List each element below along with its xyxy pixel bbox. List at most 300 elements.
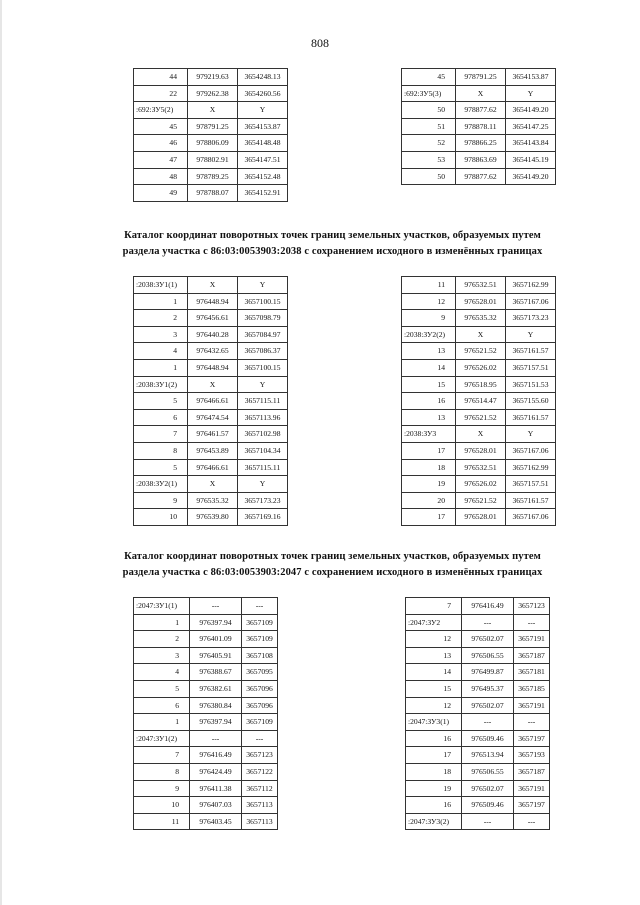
table-row bbox=[402, 277, 556, 294]
y-coordinate-cell: 3657096 bbox=[242, 697, 278, 714]
y-coordinate-cell: 3657123 bbox=[514, 598, 550, 615]
x-coordinate-cell: 976407.03 bbox=[190, 797, 242, 814]
point-number-cell: 17 bbox=[402, 509, 456, 526]
point-number-cell: 7 bbox=[134, 426, 188, 443]
point-number-cell: 11 bbox=[402, 277, 456, 294]
table-row bbox=[134, 326, 288, 343]
x-coordinate-cell: 976397.94 bbox=[190, 714, 242, 731]
y-coordinate-cell: 3657191 bbox=[514, 697, 550, 714]
y-coordinate-cell: 3654152.48 bbox=[238, 168, 288, 185]
table-row bbox=[134, 697, 278, 714]
y-coordinate-cell: 3657113 bbox=[242, 813, 278, 830]
x-coordinate-cell: X bbox=[456, 426, 506, 443]
point-number-cell: 1 bbox=[134, 359, 188, 376]
table-row bbox=[402, 168, 556, 185]
table-row bbox=[134, 797, 278, 814]
point-number-cell: 53 bbox=[402, 151, 456, 168]
table-row bbox=[134, 476, 288, 493]
point-number-cell: 1 bbox=[134, 614, 190, 631]
y-coordinate-cell: 3654143.84 bbox=[506, 135, 556, 152]
parcel-label-cell: :2038:ЗУ2(2) bbox=[402, 326, 456, 343]
point-number-cell: 4 bbox=[134, 343, 188, 360]
table-row bbox=[134, 310, 288, 327]
x-coordinate-cell: 976416.49 bbox=[190, 747, 242, 764]
y-coordinate-cell: Y bbox=[506, 426, 556, 443]
heading-line: раздела участка с 86:03:0053903:2047 с сохранением исходного в изменённых границах bbox=[122, 567, 543, 578]
table-row bbox=[406, 813, 550, 830]
y-coordinate-cell: 3657161.57 bbox=[506, 409, 556, 426]
parcel-label-cell: :2038:ЗУ1(1) bbox=[134, 277, 188, 294]
x-coordinate-cell: 976502.07 bbox=[462, 780, 514, 797]
x-coordinate-cell: 978877.62 bbox=[456, 168, 506, 185]
x-coordinate-cell: 976535.32 bbox=[188, 492, 238, 509]
y-coordinate-cell: 3657109 bbox=[242, 631, 278, 648]
parcel-label-cell: :2047:ЗУ1(1) bbox=[134, 598, 190, 615]
y-coordinate-cell: 3654248.13 bbox=[238, 69, 288, 86]
point-number-cell: 20 bbox=[402, 492, 456, 509]
parcel-label-cell: :2047:ЗУ3(1) bbox=[406, 714, 462, 731]
x-coordinate-cell: 976380.84 bbox=[190, 697, 242, 714]
table-row bbox=[134, 442, 288, 459]
point-number-cell: 45 bbox=[134, 118, 188, 135]
point-number-cell: 11 bbox=[134, 813, 190, 830]
y-coordinate-cell: 3657122 bbox=[242, 763, 278, 780]
parcel-label-cell: :2038:ЗУ2(1) bbox=[134, 476, 188, 493]
y-coordinate-cell: 3654260.56 bbox=[238, 85, 288, 102]
point-number-cell: 15 bbox=[402, 376, 456, 393]
table-row bbox=[402, 409, 556, 426]
y-coordinate-cell: 3657162.99 bbox=[506, 459, 556, 476]
x-coordinate-cell: X bbox=[188, 277, 238, 294]
x-coordinate-cell: 976416.49 bbox=[462, 598, 514, 615]
section-heading-2038 bbox=[60, 228, 605, 260]
y-coordinate-cell: 3657167.06 bbox=[506, 509, 556, 526]
table-row bbox=[134, 730, 278, 747]
y-coordinate-cell: 3657185 bbox=[514, 680, 550, 697]
point-number-cell: 47 bbox=[134, 151, 188, 168]
x-coordinate-cell: 978878.11 bbox=[456, 118, 506, 135]
x-coordinate-cell: 976532.51 bbox=[456, 277, 506, 294]
x-coordinate-cell: 978791.25 bbox=[456, 69, 506, 86]
coords-table-top-left bbox=[133, 68, 288, 202]
x-coordinate-cell: X bbox=[456, 85, 506, 102]
table-row bbox=[134, 118, 288, 135]
x-coordinate-cell: 976466.61 bbox=[188, 459, 238, 476]
point-number-cell: 14 bbox=[406, 664, 462, 681]
y-coordinate-cell: 3654153.87 bbox=[506, 69, 556, 86]
point-number-cell: 10 bbox=[134, 797, 190, 814]
y-coordinate-cell: 3657115.11 bbox=[238, 393, 288, 410]
y-coordinate-cell: 3657162.99 bbox=[506, 277, 556, 294]
point-number-cell: 9 bbox=[134, 780, 190, 797]
x-coordinate-cell: 976440.28 bbox=[188, 326, 238, 343]
y-coordinate-cell: 3657096 bbox=[242, 680, 278, 697]
y-coordinate-cell: 3654149.20 bbox=[506, 102, 556, 119]
x-coordinate-cell: 976456.61 bbox=[188, 310, 238, 327]
table-row bbox=[134, 509, 288, 526]
x-coordinate-cell: 976448.94 bbox=[188, 293, 238, 310]
x-coordinate-cell: 976539.80 bbox=[188, 509, 238, 526]
y-coordinate-cell: 3657167.06 bbox=[506, 293, 556, 310]
x-coordinate-cell: 976518.95 bbox=[456, 376, 506, 393]
y-coordinate-cell: Y bbox=[238, 476, 288, 493]
point-number-cell: 13 bbox=[406, 647, 462, 664]
point-number-cell: 3 bbox=[134, 326, 188, 343]
y-coordinate-cell: --- bbox=[514, 714, 550, 731]
table-row bbox=[402, 359, 556, 376]
y-coordinate-cell: 3657157.51 bbox=[506, 476, 556, 493]
parcel-label-cell: :2038:ЗУ1(2) bbox=[134, 376, 188, 393]
table-row bbox=[402, 393, 556, 410]
x-coordinate-cell: 978789.25 bbox=[188, 168, 238, 185]
x-coordinate-cell: 976499.87 bbox=[462, 664, 514, 681]
point-number-cell: 22 bbox=[134, 85, 188, 102]
x-coordinate-cell: 976401.09 bbox=[190, 631, 242, 648]
table-row bbox=[406, 747, 550, 764]
point-number-cell: 19 bbox=[402, 476, 456, 493]
point-number-cell: 51 bbox=[402, 118, 456, 135]
point-number-cell: 5 bbox=[134, 459, 188, 476]
table-row bbox=[406, 697, 550, 714]
table-row bbox=[406, 730, 550, 747]
point-number-cell: 5 bbox=[134, 393, 188, 410]
point-number-cell: 18 bbox=[406, 763, 462, 780]
x-coordinate-cell: X bbox=[188, 476, 238, 493]
table-row bbox=[134, 780, 278, 797]
coords-table-2038-right bbox=[401, 276, 556, 526]
point-number-cell: 2 bbox=[134, 631, 190, 648]
table-row bbox=[402, 293, 556, 310]
x-coordinate-cell: 976405.91 bbox=[190, 647, 242, 664]
point-number-cell: 12 bbox=[402, 293, 456, 310]
x-coordinate-cell: 976509.46 bbox=[462, 797, 514, 814]
coords-table-2047-left bbox=[133, 597, 278, 830]
point-number-cell: 3 bbox=[134, 647, 190, 664]
table-row bbox=[402, 492, 556, 509]
x-coordinate-cell: 976466.61 bbox=[188, 393, 238, 410]
parcel-label-cell: :2047:ЗУ1(2) bbox=[134, 730, 190, 747]
coords-table-top-right bbox=[401, 68, 556, 185]
y-coordinate-cell: 3657187 bbox=[514, 763, 550, 780]
table-row bbox=[402, 326, 556, 343]
y-coordinate-cell: 3657151.53 bbox=[506, 376, 556, 393]
y-coordinate-cell: 3657169.16 bbox=[238, 509, 288, 526]
table-row bbox=[406, 614, 550, 631]
x-coordinate-cell: 976453.89 bbox=[188, 442, 238, 459]
table-row bbox=[402, 376, 556, 393]
point-number-cell: 46 bbox=[134, 135, 188, 152]
table-row bbox=[134, 747, 278, 764]
table-row bbox=[134, 376, 288, 393]
y-coordinate-cell: 3657197 bbox=[514, 730, 550, 747]
y-coordinate-cell: 3657104.34 bbox=[238, 442, 288, 459]
table-row bbox=[402, 426, 556, 443]
point-number-cell: 13 bbox=[402, 409, 456, 426]
x-coordinate-cell: 979219.63 bbox=[188, 69, 238, 86]
y-coordinate-cell: 3654152.91 bbox=[238, 185, 288, 202]
table-row bbox=[134, 680, 278, 697]
x-coordinate-cell: 978806.09 bbox=[188, 135, 238, 152]
table-row bbox=[134, 614, 278, 631]
y-coordinate-cell: Y bbox=[238, 277, 288, 294]
table-row bbox=[406, 763, 550, 780]
point-number-cell: 44 bbox=[134, 69, 188, 86]
point-number-cell: 4 bbox=[134, 664, 190, 681]
y-coordinate-cell: 3657197 bbox=[514, 797, 550, 814]
y-coordinate-cell: 3654149.20 bbox=[506, 168, 556, 185]
point-number-cell: 9 bbox=[134, 492, 188, 509]
table-row bbox=[134, 763, 278, 780]
table-row bbox=[402, 476, 556, 493]
y-coordinate-cell: 3657187 bbox=[514, 647, 550, 664]
table-row bbox=[134, 151, 288, 168]
x-coordinate-cell: 976506.55 bbox=[462, 647, 514, 664]
table-row bbox=[134, 813, 278, 830]
y-coordinate-cell: 3657161.57 bbox=[506, 343, 556, 360]
y-coordinate-cell: 3657108 bbox=[242, 647, 278, 664]
x-coordinate-cell: 976526.02 bbox=[456, 359, 506, 376]
table-row bbox=[402, 118, 556, 135]
x-coordinate-cell: 976521.52 bbox=[456, 409, 506, 426]
point-number-cell: 12 bbox=[406, 697, 462, 714]
point-number-cell: 50 bbox=[402, 102, 456, 119]
x-coordinate-cell: --- bbox=[462, 714, 514, 731]
point-number-cell: 45 bbox=[402, 69, 456, 86]
x-coordinate-cell: X bbox=[456, 326, 506, 343]
point-number-cell: 6 bbox=[134, 697, 190, 714]
parcel-label-cell: :2047:ЗУ3(2) bbox=[406, 813, 462, 830]
y-coordinate-cell: 3657155.60 bbox=[506, 393, 556, 410]
point-number-cell: 8 bbox=[134, 763, 190, 780]
x-coordinate-cell: 976526.02 bbox=[456, 476, 506, 493]
x-coordinate-cell: 976513.94 bbox=[462, 747, 514, 764]
heading-line: Каталог координат поворотных точек границ земельных участков, образуемых путем bbox=[124, 230, 541, 241]
x-coordinate-cell: X bbox=[188, 102, 238, 119]
table-row bbox=[134, 69, 288, 86]
table-row bbox=[402, 69, 556, 86]
point-number-cell: 2 bbox=[134, 310, 188, 327]
x-coordinate-cell: 976397.94 bbox=[190, 614, 242, 631]
y-coordinate-cell: 3657102.98 bbox=[238, 426, 288, 443]
y-coordinate-cell: 3657191 bbox=[514, 631, 550, 648]
y-coordinate-cell: 3657157.51 bbox=[506, 359, 556, 376]
table-row bbox=[134, 647, 278, 664]
y-coordinate-cell: 3657095 bbox=[242, 664, 278, 681]
y-coordinate-cell: 3657167.06 bbox=[506, 442, 556, 459]
table-row bbox=[402, 102, 556, 119]
y-coordinate-cell: 3654153.87 bbox=[238, 118, 288, 135]
x-coordinate-cell: 976474.54 bbox=[188, 409, 238, 426]
point-number-cell: 49 bbox=[134, 185, 188, 202]
point-number-cell: 17 bbox=[406, 747, 462, 764]
x-coordinate-cell: 976528.01 bbox=[456, 442, 506, 459]
point-number-cell: 6 bbox=[134, 409, 188, 426]
x-coordinate-cell: --- bbox=[190, 730, 242, 747]
x-coordinate-cell: 976382.61 bbox=[190, 680, 242, 697]
x-coordinate-cell: 976506.55 bbox=[462, 763, 514, 780]
x-coordinate-cell: 976411.38 bbox=[190, 780, 242, 797]
point-number-cell: 18 bbox=[402, 459, 456, 476]
page-number: 808 bbox=[311, 36, 329, 50]
x-coordinate-cell: 978788.07 bbox=[188, 185, 238, 202]
y-coordinate-cell: 3657084.97 bbox=[238, 326, 288, 343]
y-coordinate-cell: 3654145.19 bbox=[506, 151, 556, 168]
y-coordinate-cell: Y bbox=[238, 376, 288, 393]
y-coordinate-cell: --- bbox=[242, 598, 278, 615]
y-coordinate-cell: 3654148.48 bbox=[238, 135, 288, 152]
parcel-label-cell: :2038:ЗУ3 bbox=[402, 426, 456, 443]
table-row bbox=[134, 426, 288, 443]
x-coordinate-cell: 976528.01 bbox=[456, 509, 506, 526]
table-row bbox=[406, 647, 550, 664]
table-row bbox=[134, 393, 288, 410]
x-coordinate-cell: 976502.07 bbox=[462, 631, 514, 648]
point-number-cell: 5 bbox=[134, 680, 190, 697]
table-row bbox=[134, 492, 288, 509]
y-coordinate-cell: 3657109 bbox=[242, 614, 278, 631]
point-number-cell: 8 bbox=[134, 442, 188, 459]
point-number-cell: 15 bbox=[406, 680, 462, 697]
x-coordinate-cell: 976461.57 bbox=[188, 426, 238, 443]
y-coordinate-cell: Y bbox=[506, 326, 556, 343]
x-coordinate-cell: 978791.25 bbox=[188, 118, 238, 135]
table-row bbox=[402, 509, 556, 526]
x-coordinate-cell: 976448.94 bbox=[188, 359, 238, 376]
y-coordinate-cell: 3657113.96 bbox=[238, 409, 288, 426]
table-row bbox=[402, 442, 556, 459]
y-coordinate-cell: 3657112 bbox=[242, 780, 278, 797]
parcel-label-cell: :692:ЗУ5(3) bbox=[402, 85, 456, 102]
x-coordinate-cell: 976502.07 bbox=[462, 697, 514, 714]
table-row bbox=[134, 343, 288, 360]
x-coordinate-cell: 976532.51 bbox=[456, 459, 506, 476]
point-number-cell: 1 bbox=[134, 293, 188, 310]
x-coordinate-cell: --- bbox=[462, 813, 514, 830]
y-coordinate-cell: 3657109 bbox=[242, 714, 278, 731]
y-coordinate-cell: 3657100.15 bbox=[238, 359, 288, 376]
y-coordinate-cell: 3657113 bbox=[242, 797, 278, 814]
x-coordinate-cell: 976521.52 bbox=[456, 343, 506, 360]
x-coordinate-cell: X bbox=[188, 376, 238, 393]
parcel-label-cell: :692:ЗУ5(2) bbox=[134, 102, 188, 119]
point-number-cell: 14 bbox=[402, 359, 456, 376]
y-coordinate-cell: 3657161.57 bbox=[506, 492, 556, 509]
x-coordinate-cell: 976432.65 bbox=[188, 343, 238, 360]
point-number-cell: 50 bbox=[402, 168, 456, 185]
x-coordinate-cell: 976528.01 bbox=[456, 293, 506, 310]
table-row bbox=[134, 277, 288, 294]
x-coordinate-cell: 976495.37 bbox=[462, 680, 514, 697]
point-number-cell: 52 bbox=[402, 135, 456, 152]
y-coordinate-cell: 3657115.11 bbox=[238, 459, 288, 476]
table-row bbox=[134, 359, 288, 376]
point-number-cell: 48 bbox=[134, 168, 188, 185]
point-number-cell: 12 bbox=[406, 631, 462, 648]
point-number-cell: 16 bbox=[406, 730, 462, 747]
table-row bbox=[406, 598, 550, 615]
heading-line: Каталог координат поворотных точек границ земельных участков, образуемых путем bbox=[124, 551, 541, 562]
y-coordinate-cell: Y bbox=[506, 85, 556, 102]
table-row bbox=[134, 135, 288, 152]
table-row bbox=[134, 293, 288, 310]
x-coordinate-cell: 976509.46 bbox=[462, 730, 514, 747]
scan-edge bbox=[0, 0, 2, 905]
y-coordinate-cell: 3657098.79 bbox=[238, 310, 288, 327]
y-coordinate-cell: 3657193 bbox=[514, 747, 550, 764]
table-row bbox=[406, 680, 550, 697]
parcel-label-cell: :2047:ЗУ2 bbox=[406, 614, 462, 631]
y-coordinate-cell: 3657123 bbox=[242, 747, 278, 764]
table-row bbox=[406, 714, 550, 731]
y-coordinate-cell: --- bbox=[514, 813, 550, 830]
table-row bbox=[406, 797, 550, 814]
table-row bbox=[406, 780, 550, 797]
table-row bbox=[406, 664, 550, 681]
table-row bbox=[402, 85, 556, 102]
table-row bbox=[134, 631, 278, 648]
table-row bbox=[134, 85, 288, 102]
y-coordinate-cell: 3657100.15 bbox=[238, 293, 288, 310]
table-row bbox=[134, 714, 278, 731]
table-row bbox=[134, 168, 288, 185]
x-coordinate-cell: 978863.69 bbox=[456, 151, 506, 168]
table-row bbox=[134, 185, 288, 202]
coords-table-2047-right bbox=[405, 597, 550, 830]
y-coordinate-cell: 3654147.51 bbox=[238, 151, 288, 168]
y-coordinate-cell: --- bbox=[514, 614, 550, 631]
point-number-cell: 16 bbox=[406, 797, 462, 814]
x-coordinate-cell: 978866.25 bbox=[456, 135, 506, 152]
point-number-cell: 1 bbox=[134, 714, 190, 731]
point-number-cell: 10 bbox=[134, 509, 188, 526]
y-coordinate-cell: 3657173.23 bbox=[506, 310, 556, 327]
y-coordinate-cell: 3654147.25 bbox=[506, 118, 556, 135]
table-row bbox=[134, 102, 288, 119]
y-coordinate-cell: --- bbox=[242, 730, 278, 747]
x-coordinate-cell: 979262.38 bbox=[188, 85, 238, 102]
x-coordinate-cell: 976424.49 bbox=[190, 763, 242, 780]
x-coordinate-cell: 978877.62 bbox=[456, 102, 506, 119]
table-row bbox=[402, 310, 556, 327]
x-coordinate-cell: --- bbox=[462, 614, 514, 631]
table-row bbox=[402, 135, 556, 152]
x-coordinate-cell: 978802.91 bbox=[188, 151, 238, 168]
table-row bbox=[402, 459, 556, 476]
y-coordinate-cell: 3657191 bbox=[514, 780, 550, 797]
table-row bbox=[406, 631, 550, 648]
y-coordinate-cell: Y bbox=[238, 102, 288, 119]
table-row bbox=[402, 151, 556, 168]
y-coordinate-cell: 3657181 bbox=[514, 664, 550, 681]
point-number-cell: 19 bbox=[406, 780, 462, 797]
table-row bbox=[134, 459, 288, 476]
table-row bbox=[402, 343, 556, 360]
point-number-cell: 9 bbox=[402, 310, 456, 327]
x-coordinate-cell: 976521.52 bbox=[456, 492, 506, 509]
table-row bbox=[134, 664, 278, 681]
point-number-cell: 13 bbox=[402, 343, 456, 360]
y-coordinate-cell: 3657173.23 bbox=[238, 492, 288, 509]
x-coordinate-cell: --- bbox=[190, 598, 242, 615]
point-number-cell: 7 bbox=[406, 598, 462, 615]
x-coordinate-cell: 976535.32 bbox=[456, 310, 506, 327]
x-coordinate-cell: 976388.67 bbox=[190, 664, 242, 681]
table-row bbox=[134, 409, 288, 426]
point-number-cell: 16 bbox=[402, 393, 456, 410]
y-coordinate-cell: 3657086.37 bbox=[238, 343, 288, 360]
point-number-cell: 17 bbox=[402, 442, 456, 459]
heading-line: раздела участка с 86:03:0053903:2038 с сохранением исходного в изменённых границах bbox=[122, 246, 543, 257]
